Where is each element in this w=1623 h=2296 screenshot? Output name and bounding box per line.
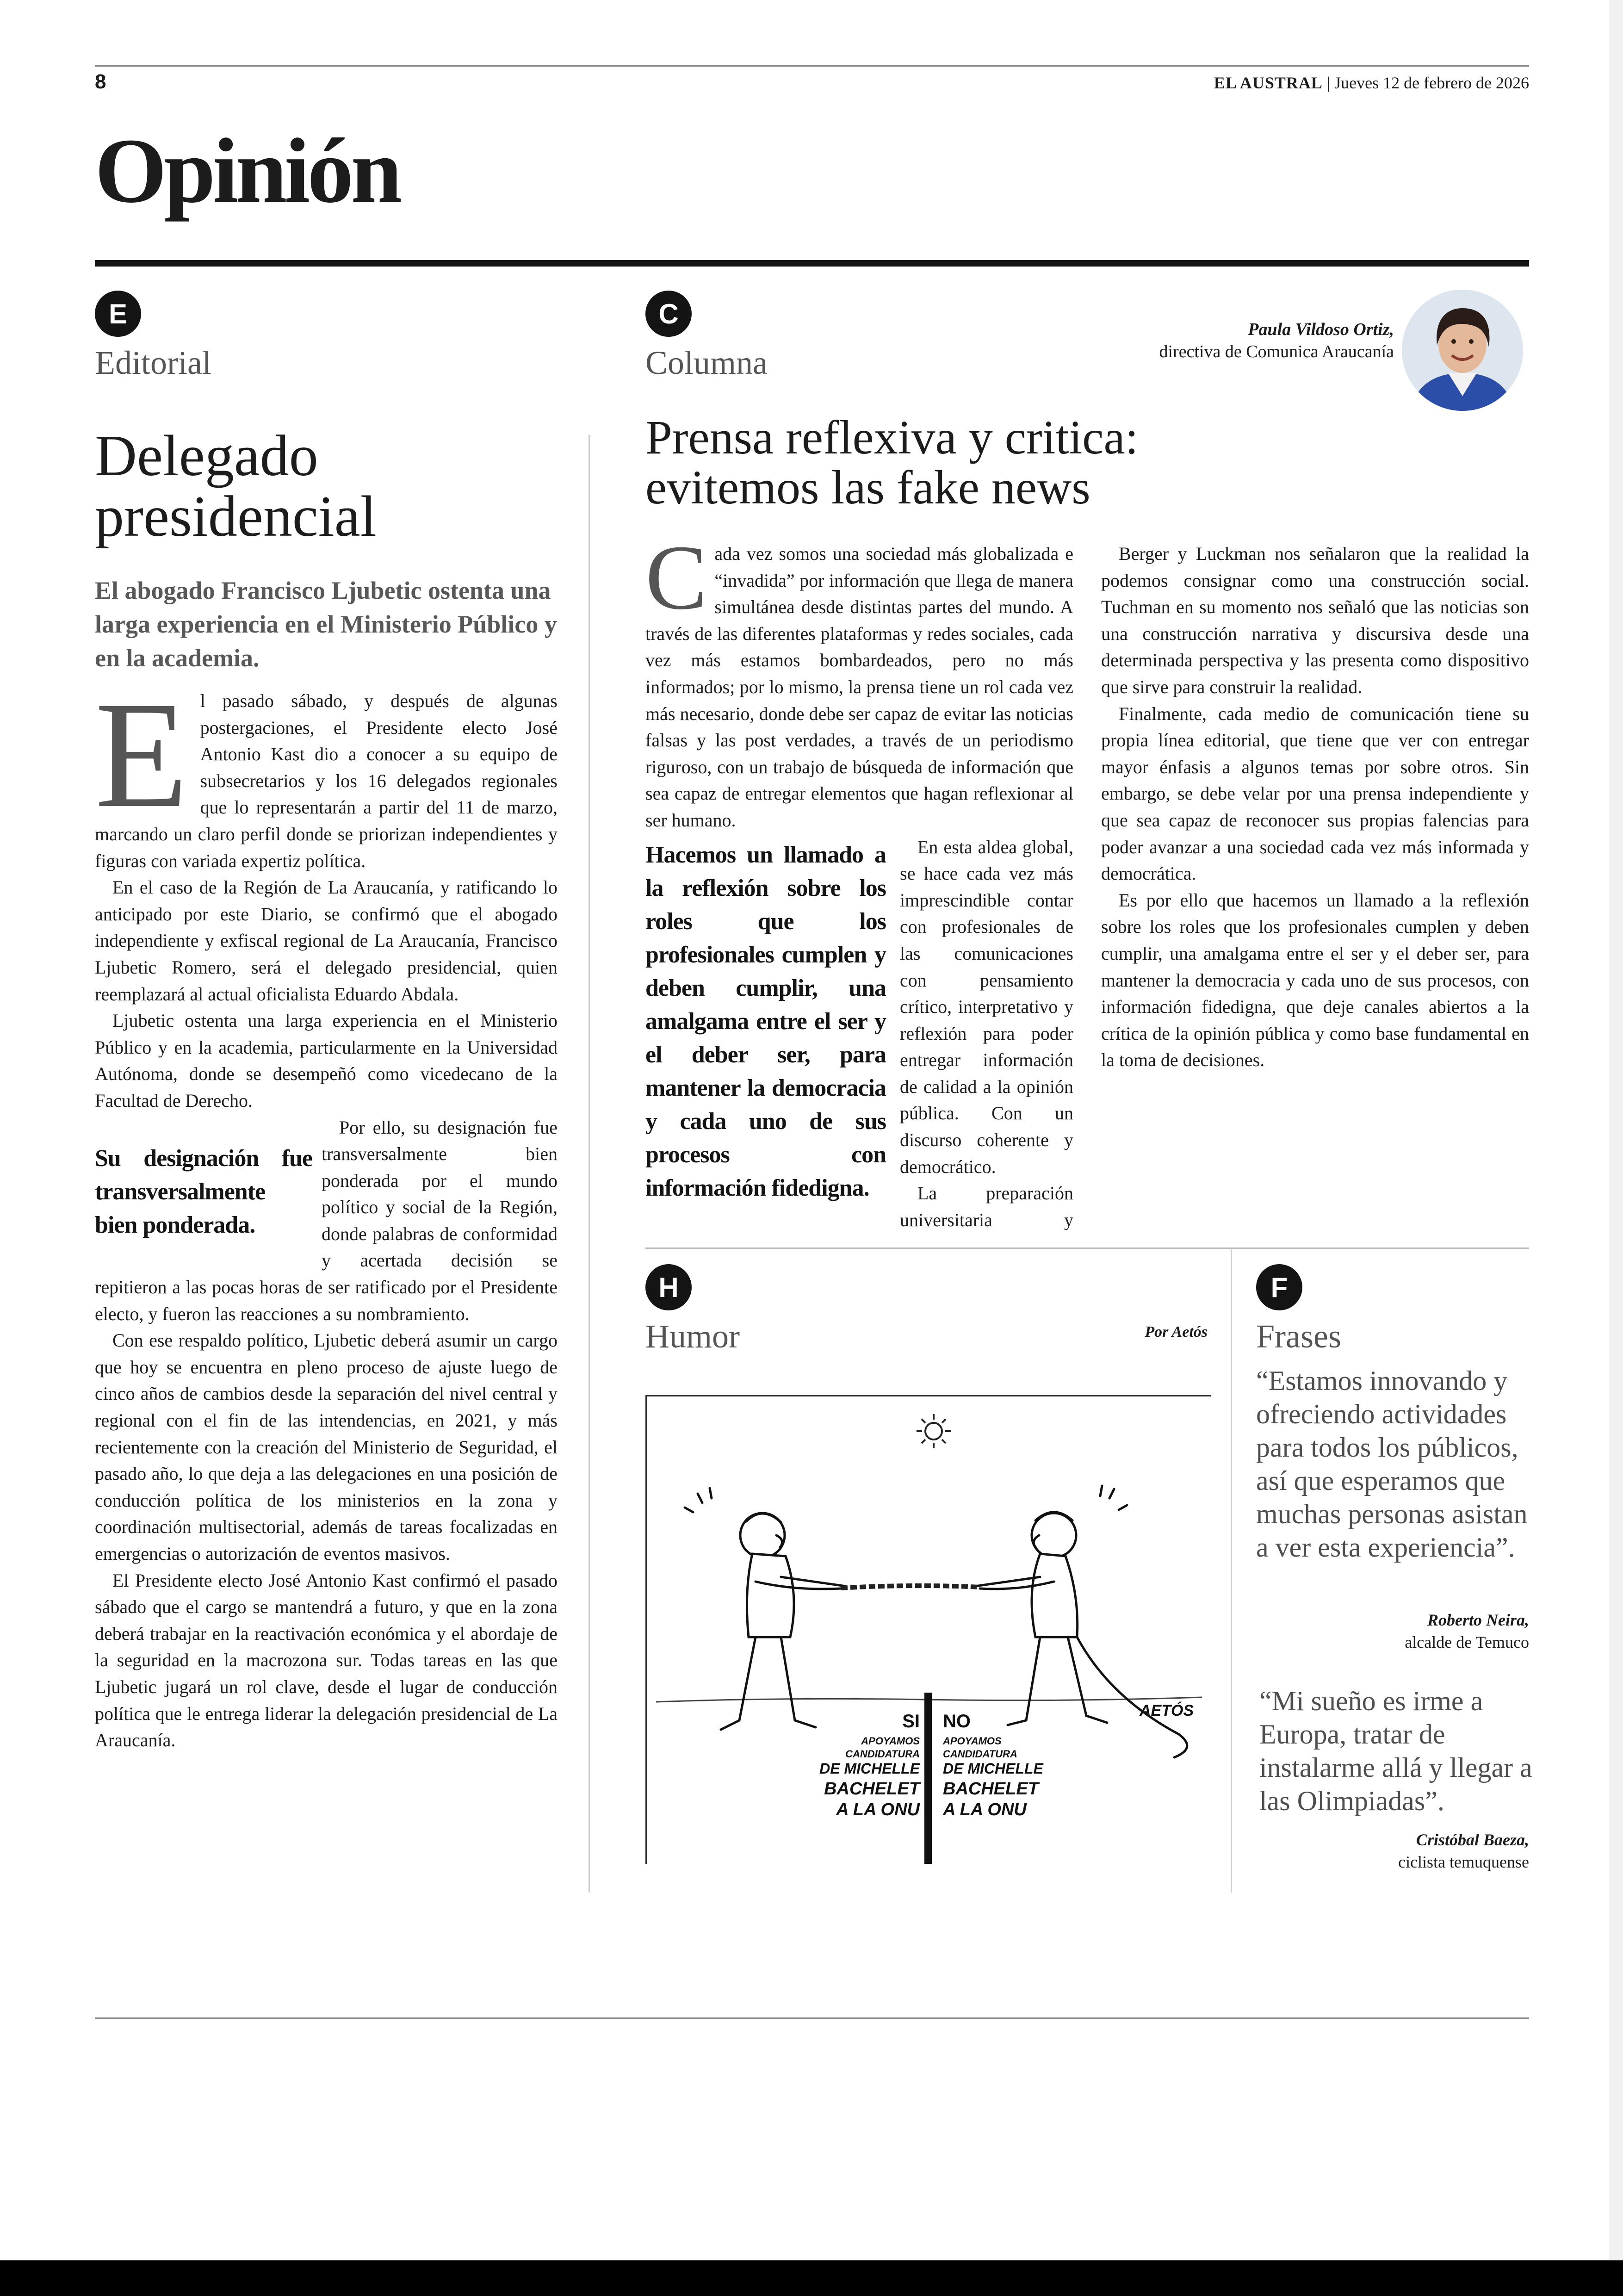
tug-of-war-cartoon-icon: [647, 1396, 1211, 1864]
sign-left-line: CANDIDATURA: [845, 1748, 920, 1760]
editorial-paragraph: Por ello, su designación fue transversalmente bien ponderada por el mundo político y social de la Región, donde palabras de conformidad y acertada decisión se repitieron a las pocas horas de ser ratificado por el Presidente electo, y fueron las reacciones a su nombramiento.: [95, 1117, 558, 1324]
editorial-paragraph: Ljubetic ostenta una larga experiencia en el Ministerio Público y en la academia, particularmente en la Universidad Autónoma, donde se desempeñó como vicedecano de la Facultad de Derecho.: [95, 1010, 558, 1111]
quote-2-role: ciclista temuquense: [1398, 1853, 1529, 1871]
column-paragraph: Es por ello que hacemos un llamado a la reflexión sobre los roles que los profesionales cumplen y deben cumplir, una amalgama entre el ser y el deber ser, para mantener la democracia y cada uno de sus procesos, con información fidedigna, que deje canales abiertos a la crítica de la opinión pública y como base fundamental en la toma de decisiones.: [1101, 889, 1529, 1071]
sign-right-title: NO: [943, 1711, 971, 1731]
column-pullquote: Hacemos un llamado a la reflexión sobre los roles que los profesionales cumplen y deben cumplir, una amalgama entre el ser y el deber ser, para mantener la democracia y cada uno de sus procesos con información fidedigna.: [645, 841, 886, 1201]
section-rule: [95, 260, 1529, 267]
sign-right-line: BACHELET: [943, 1779, 1039, 1799]
column-paragraph: Finalmente, cada medio de comunicación tiene su propia línea editorial, que tiene que ver con entregar mayor énfasis a algunos temas por sobre otros. Sin embargo, se debe velar por una prensa independiente y que sea capaz de reconocer sus propias falencias para poder avanzar a una sociedad cada vez más informada y democrática.: [1101, 703, 1529, 884]
column-dropcap: C: [645, 540, 707, 629]
editorial-paragraph: El Presidente electo José Antonio Kast confirmó el pasado sábado que el cargo se mantendrá a futuro, y que en la zona deberá trabajar en la reactivación económica y el abordaje de la seguridad en la macrozona sur. Todas tareas en las que Ljubetic jugará un rol clave, desde el lugar de conducción política que le entrega liderar la delegación presidencial de La Araucanía.: [95, 1570, 558, 1751]
column-headline-line-1: Prensa reflexiva y critica:: [645, 411, 1139, 464]
frases-badge: F: [1256, 1264, 1302, 1310]
masthead: [1214, 73, 1529, 93]
editorial-kicker: Editorial: [95, 344, 211, 381]
page-number: 8: [95, 70, 106, 93]
editorial-badge: E: [95, 291, 141, 337]
editorial-body: [95, 688, 558, 1886]
section-divider: [645, 1247, 1529, 1249]
sign-left-line: A LA ONU: [836, 1800, 920, 1819]
issue-date: Jueves 12 de febrero de 2026: [1334, 74, 1529, 92]
column-body-right: [1101, 540, 1529, 1235]
quote-2-name: Cristóbal Baeza,: [1416, 1831, 1529, 1849]
editorial-headline: [95, 426, 567, 547]
humor-badge: H: [645, 1264, 692, 1310]
humor-divider-left: [588, 1249, 590, 1893]
editorial-paragraph-text: l pasado sábado, y después de algunas postergaciones, el Presidente electo José Antonio Kast dio a conocer a su equipo de subsecretarios y los 16 delegados regionales que lo representarán a partir del 11 de marzo, marcando un claro perfil donde se priorizan independientes y figuras con variada expertiz política.: [95, 690, 558, 871]
column-kicker: Columna: [645, 344, 768, 381]
column-paragraph: En esta aldea global, se hace cada vez más imprescindible contar con profesionales de las comunicaciones con pensamiento crítico, interpretativo y reflexión para poder entregar información de calidad a la opinión pública. Con un discurso coherente y democrático.: [900, 836, 1073, 1177]
column-paragraph: La preparación universitaria y: [900, 1183, 1073, 1230]
column-paragraph: [645, 540, 1073, 834]
column-headline-line-2: evitemos las fake news: [645, 461, 1090, 515]
bottom-rule: [95, 2017, 1529, 2019]
column-paragraph-text: ada vez somos una sociedad más globalizada e “invadida” por información que llega de manera simultánea desde distintas partes del mundo. A través de las diferentes plataformas y redes sociales, cada vez más estamos bombardeados, pero no más informados; por lo mismo, la prensa tiene un rol cada vez más necesario, donde debe ser capaz de evitar las noticias falsas y las post verdades, a través de un periodismo riguroso, con un trabajo de búsqueda de información que sea capaz de entregar elementos que hagan reflexionar al ser humano.: [645, 543, 1073, 831]
sign-right-line: A LA ONU: [943, 1800, 1027, 1819]
humor-kicker: Humor: [645, 1318, 740, 1355]
author-photo: [1402, 290, 1523, 411]
editorial-pullquote: Su designación fue transversalmente bien ponderada.: [95, 1145, 312, 1238]
humor-divider-right: [1231, 1249, 1232, 1893]
editorial-dropcap: E: [95, 688, 188, 839]
sign-left-line: DE MICHELLE: [819, 1760, 920, 1777]
quote-1-role: alcalde de Temuco: [1405, 1633, 1529, 1651]
page-edge: [1609, 0, 1623, 2260]
sign-right-line: APOYAMOS: [943, 1735, 1002, 1747]
top-rule: [95, 65, 1529, 67]
column-headline: [645, 413, 1432, 513]
author-name: Paula Vildoso Ortiz,: [1248, 320, 1394, 339]
editorial-paragraph: Con ese respaldo político, Ljubetic deberá asumir un cargo que hoy se encuentra en pleno proceso de ajuste luego de cinco años de cambios desde la separación del nivel central y regional con el fin de las intendencias, en 2021, y más recientemente con la creación del Ministerio de Seguridad, el pasado año, lo que deja a las delegaciones en una posición de conducción política de los ministerios en la zona y coordinación multisectorial, además de tareas focalizadas en emergencias o autorización de eventos masivos.: [95, 1330, 558, 1564]
editorial-paragraph: En el caso de la Región de La Araucanía, y ratificando lo anticipado por este Diario, se confirmó que el abogado independiente y exfiscal regional de La Araucanía, Francisco Ljubetic Romero, será el delegado presidencial, quien reemplazará al actual oficialista Eduardo Abdala.: [95, 877, 558, 1005]
editorial-headline-line-1: Delegado: [95, 424, 318, 488]
masthead-separator: |: [1322, 74, 1335, 92]
author-role: directiva de Comunica Araucanía: [1159, 342, 1394, 361]
editorial-paragraph: [95, 688, 558, 874]
quote-1-name: Roberto Neira,: [1427, 1611, 1529, 1629]
sign-left-line: BACHELET: [824, 1779, 920, 1799]
footer-bar: [0, 2260, 1623, 2296]
column-badge: C: [645, 291, 692, 337]
frases-kicker: Frases: [1256, 1318, 1341, 1355]
editorial-deck: El abogado Francisco Ljubetic ostenta una larga experiencia en el Ministerio Público y en la academia.: [95, 577, 557, 672]
sign-left-title: SI: [902, 1711, 920, 1731]
quote-1: “Estamos innovando y ofreciendo actividades para todos los públicos, así que esperamos que muchas personas asistan a ver esta experiencia”.: [1256, 1365, 1528, 1563]
cartoon-credit: Por Aetós: [1145, 1323, 1208, 1340]
sign-left-line: APOYAMOS: [861, 1735, 920, 1747]
cartoonist-signature: AETÓS: [1140, 1702, 1194, 1719]
author-portrait-icon: [1402, 290, 1523, 411]
section-title: Opinión: [95, 120, 400, 222]
editorial-headline-line-2: presidencial: [95, 484, 377, 549]
sign-right-line: DE MICHELLE: [943, 1760, 1043, 1777]
cartoon: [645, 1395, 1211, 1864]
column-paragraph: Berger y Luckman nos señalaron que la realidad la podemos consignar como una construcción social. Tuchman en su momento nos señaló que las noticias son una construcción narrativa y discursiva desde una determinada perspectiva y las presenta como dispositivo que sirve para construir la realidad.: [1101, 543, 1529, 697]
paper-name: EL AUSTRAL: [1214, 74, 1323, 92]
quote-2: “Mi sueño es irme a Europa, tratar de instalarme allá y llegar a las Olimpiadas”.: [1259, 1686, 1532, 1816]
sign-right-line: CANDIDATURA: [943, 1748, 1017, 1760]
column-body-left: [645, 540, 1073, 1235]
